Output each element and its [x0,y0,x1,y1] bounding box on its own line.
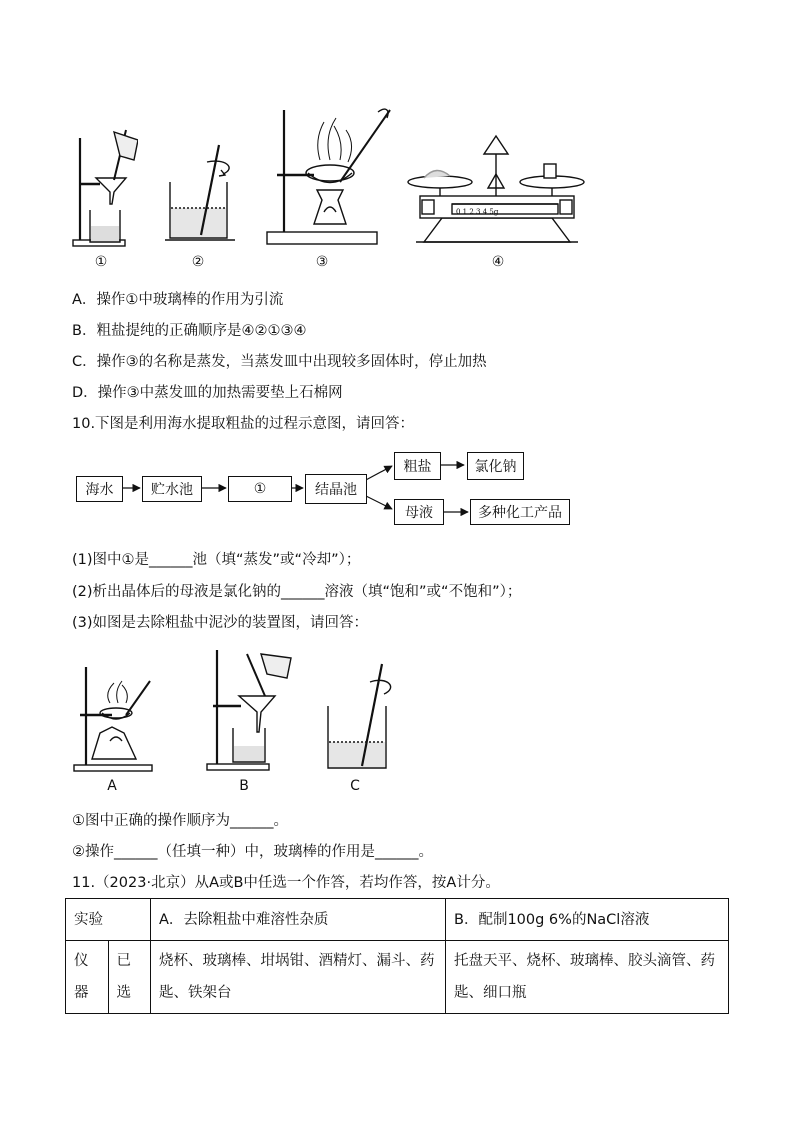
fig-label-4: ④ [491,254,505,270]
evaporation-figure [262,100,392,250]
fig-label-c: C [350,778,360,794]
flow-storage: 贮水池 [142,476,202,502]
fig-label-a: A [107,778,117,794]
filtration-figure [68,100,138,250]
figure-a-evaporation [72,655,157,775]
fig-label-3: ③ [315,254,329,270]
fig-label-1: ① [94,254,108,270]
flow-seawater: 海水 [76,476,123,502]
flow-crude: 粗盐 [394,452,441,480]
q11-table [65,898,729,1014]
q10-ans2: ②操作______（任填一种）中，玻璃棒的作用是______。 [72,844,433,860]
q10-sub1: (1)图中①是______池（填“蒸发”或“冷却”）； [72,552,361,568]
option-d: D．操作③中蒸发皿的加热需要垫上石棉网 [72,385,343,401]
table-header-a: A．去除粗盐中难溶性杂质 [151,899,446,941]
flow-products: 多种化工产品 [470,499,570,525]
table-cell-a: 烧杯、玻璃棒、坩埚钳、酒精灯、漏斗、药匙、铁架台 [151,941,446,1014]
flow-nacl: 氯化钠 [467,452,524,480]
q10-sub2: (2)析出晶体后的母液是氯化钠的______溶液（填“饱和”或“不饱和”）； [72,584,522,600]
option-b: B．粗盐提纯的正确顺序是④②①③④ [72,323,307,339]
balance-ruler-text: 0 1 2 3 4 5g [456,208,499,216]
table-row-label-selected: 已选 [108,941,151,1014]
q11-stem: 11.（2023·北京）从A或B中任选一个作答，若均作答，按A计分。 [72,875,500,891]
balance-figure [402,130,592,250]
table-cell-b: 托盘天平、烧杯、玻璃棒、胶头滴管、药匙、细口瓶 [446,941,729,1014]
table-header-experiment: 实验 [66,899,151,941]
table-header-b: B．配制100g 6%的NaCl溶液 [446,899,729,941]
flow-crystal: 结晶池 [305,474,367,504]
flow-step1: ① [228,476,292,502]
q10-sub3: (3)如图是去除粗盐中泥沙的装置图，请回答： [72,615,369,631]
fig-label-b: B [239,778,249,794]
q10-ans1: ①图中正确的操作顺序为______。 [72,813,288,829]
figure-c-dissolving [322,660,402,772]
option-a: A．操作①中玻璃棒的作用为引流 [72,292,284,308]
flow-mother: 母液 [394,499,444,525]
fig-label-2: ② [191,254,205,270]
table-row-label-instrument: 仪器 [66,941,109,1014]
dissolving-figure [165,140,245,250]
figure-b-filtration [205,648,305,773]
option-c: C．操作③的名称是蒸发，当蒸发皿中出现较多固体时，停止加热 [72,354,487,370]
q10-stem: 10.下图是利用海水提取粗盐的过程示意图，请回答： [72,416,415,432]
